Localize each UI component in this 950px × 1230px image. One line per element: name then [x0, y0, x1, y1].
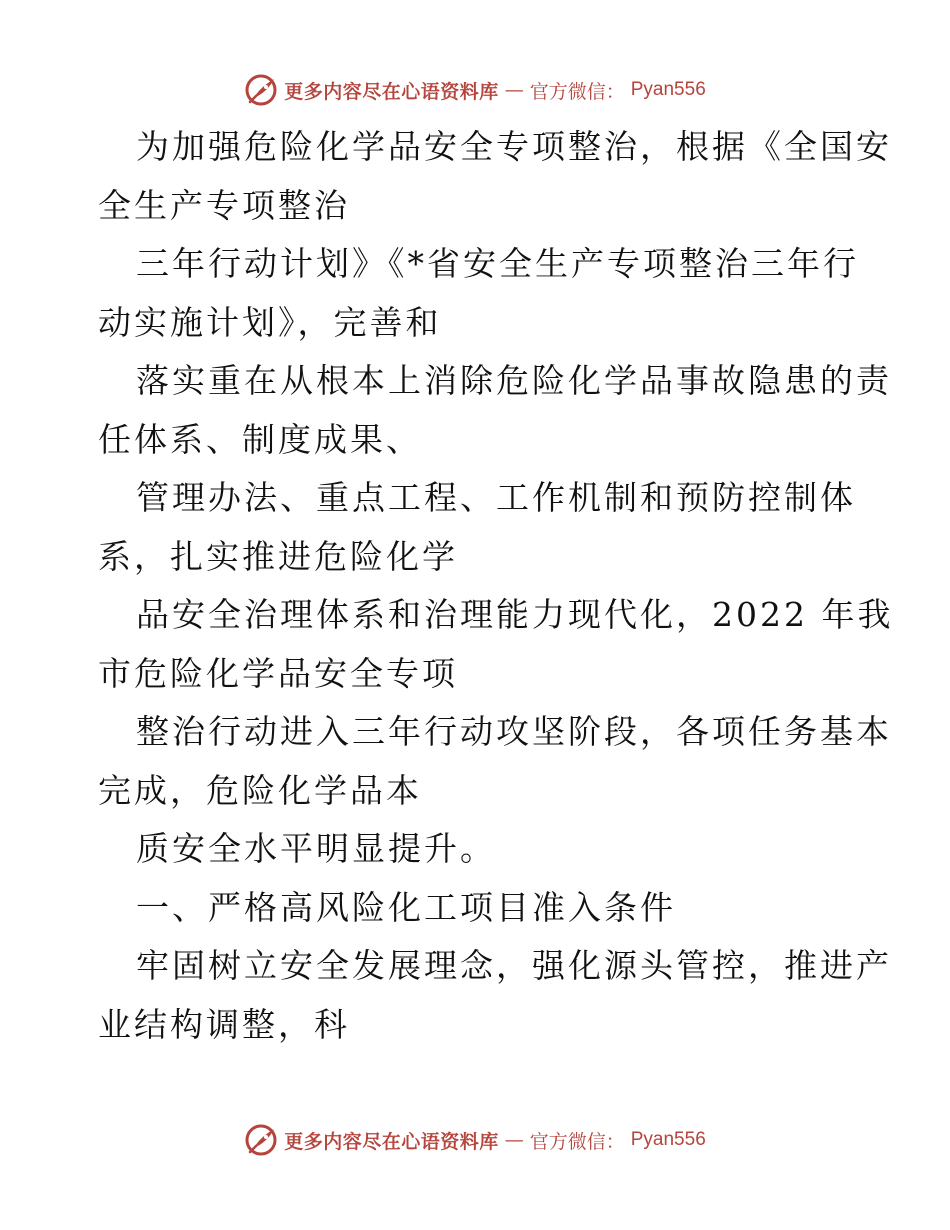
- body-line: 任体系、制度成果、: [98, 419, 422, 459]
- body-line: 为加强危险化学品安全专项整治，根据《全国安: [136, 127, 892, 166]
- header-banner-content: [244, 73, 706, 107]
- header-banner-dash: —: [504, 79, 524, 101]
- section-heading: 一、严格高风险化工项目准入条件: [136, 887, 676, 927]
- body-line: 动实施计划》，完善和: [98, 302, 442, 342]
- header-wechat-id: Pyan556: [630, 79, 706, 100]
- footer-banner-dash: —: [504, 1129, 524, 1151]
- body-line: 品安全治理体系和治理能力现代化，2022 年我: [136, 595, 894, 634]
- body-line: 业结构调整，科: [98, 1004, 350, 1044]
- footer-wechat-id: Pyan556: [630, 1129, 706, 1150]
- header-banner: [0, 70, 950, 110]
- body-line: 完成，危险化学品本: [98, 770, 422, 810]
- feather-pen-logo-icon: [244, 73, 278, 107]
- document-body: [98, 118, 894, 1054]
- header-wechat-label: 官方微信：: [529, 80, 625, 103]
- body-line: 全生产专项整治: [98, 185, 350, 225]
- body-line: 市危险化学品安全专项: [98, 653, 458, 693]
- feather-pen-logo-icon: [244, 1123, 278, 1157]
- body-line: 系，扎实推进危险化学: [98, 536, 458, 576]
- footer-banner-text: 更多内容尽在心语资料库: [284, 1130, 499, 1153]
- body-line: 落实重在从根本上消除危险化学品事故隐患的责: [136, 361, 892, 400]
- footer-wechat-label: 官方微信：: [529, 1130, 625, 1153]
- footer-banner-content: [244, 1123, 706, 1157]
- header-banner-text: 更多内容尽在心语资料库: [284, 80, 499, 103]
- body-line: 三年行动计划》《*省安全生产专项整治三年行: [136, 244, 859, 283]
- body-line: 质安全水平明显提升。: [136, 829, 496, 868]
- body-line: 牢固树立安全发展理念，强化源头管控，推进产: [136, 946, 892, 985]
- footer-banner: [0, 1120, 950, 1160]
- body-line: 整治行动进入三年行动攻坚阶段，各项任务基本: [136, 712, 892, 751]
- body-line: 管理办法、重点工程、工作机制和预防控制体: [136, 478, 856, 517]
